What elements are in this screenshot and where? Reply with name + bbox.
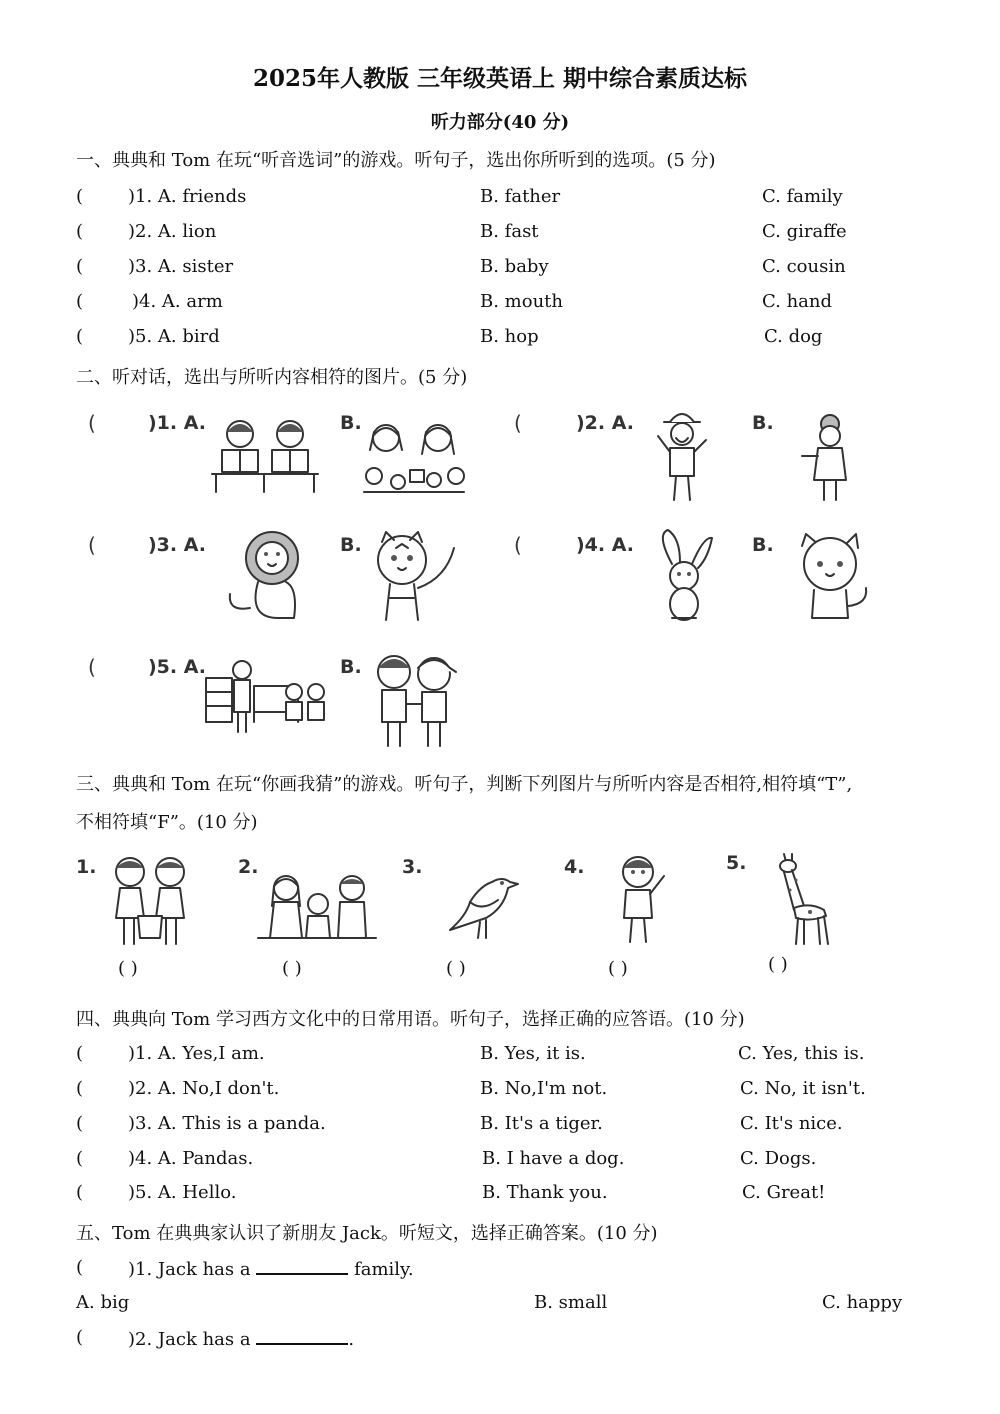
option-c: C. It's nice. [740, 1113, 843, 1134]
section-3-heading-line2: 不相符填“F”。(10 分) [76, 812, 258, 833]
option-b: B. Thank you. [482, 1182, 608, 1203]
option-a: A. big [76, 1292, 130, 1313]
picture-option-b-label: B. [752, 412, 774, 434]
option-b: B. It's a tiger. [480, 1113, 603, 1134]
question-1-text-end: family. [354, 1259, 414, 1280]
children-carrying-basket-image[interactable] [104, 852, 198, 948]
picture-number: 2. [238, 856, 259, 878]
option-c: C. Yes, this is. [738, 1043, 865, 1064]
question-paren[interactable]: ( [76, 291, 84, 312]
option-a: )3. A. sister [128, 256, 234, 277]
answer-paren[interactable]: ( ) [446, 958, 466, 979]
question-paren[interactable]: ( [76, 1257, 84, 1278]
question-paren[interactable]: ( [76, 1327, 84, 1348]
option-b: B. I have a dog. [482, 1148, 625, 1169]
children-reading-image[interactable] [206, 412, 322, 494]
answer-paren[interactable]: ( ) [768, 954, 788, 975]
question-paren[interactable]: ( [76, 1078, 84, 1099]
picture-option-b-label: B. [340, 656, 362, 678]
cat-image[interactable] [790, 532, 872, 622]
option-a: )2. A. lion [128, 221, 217, 242]
question-paren[interactable]: ( [76, 326, 84, 347]
option-a: )4. A. Pandas. [128, 1148, 254, 1169]
option-c: C. No, it isn't. [740, 1078, 866, 1099]
option-b: B. No,I'm not. [480, 1078, 608, 1099]
option-a: )4. A. arm [132, 291, 223, 312]
friends-greeting-image[interactable] [370, 650, 460, 750]
section-1-heading: 一、典典和 Tom 在玩“听音选词”的游戏。听句子，选出你所听到的选项。(5 分) [76, 150, 716, 171]
family-portrait-image[interactable] [256, 872, 378, 944]
picture-question-label: )5. A. [148, 656, 207, 678]
question-2-text-end: . [348, 1329, 355, 1350]
page-title: 2025年人教版 三年级英语上 期中综合素质达标 [252, 65, 748, 92]
answer-paren[interactable]: ( ) [118, 958, 138, 979]
option-c: C. Great! [742, 1182, 826, 1203]
question-paren[interactable]: ( [76, 1113, 84, 1134]
section-4-heading: 四、典典向 Tom 学习西方文化中的日常用语。听句子，选择正确的应答语。(10 分) [76, 1009, 745, 1030]
option-b: B. fast [480, 221, 539, 242]
option-c: C. hand [762, 291, 833, 312]
option-b: B. baby [480, 256, 549, 277]
option-b: B. hop [480, 326, 539, 347]
question-paren[interactable]: ( [88, 533, 96, 557]
option-b: B. small [534, 1292, 608, 1313]
boy-waving-image[interactable] [612, 852, 670, 946]
answer-paren[interactable]: ( ) [608, 958, 628, 979]
option-a: )2. A. No,I don't. [128, 1078, 280, 1099]
question-paren[interactable]: ( [76, 186, 84, 207]
option-a: )3. A. This is a panda. [128, 1113, 326, 1134]
question-paren[interactable]: ( [88, 411, 96, 435]
option-b: B. Yes, it is. [480, 1043, 586, 1064]
picture-question-label: )1. A. [148, 412, 207, 434]
giraffe-image[interactable] [770, 850, 834, 948]
girls-with-toys-image[interactable] [360, 412, 468, 498]
picture-number: 3. [402, 856, 423, 878]
picture-option-b-label: B. [340, 412, 362, 434]
question-2-stem [128, 1327, 354, 1350]
picture-question-label: )4. A. [576, 534, 635, 556]
question-paren[interactable]: ( [514, 533, 522, 557]
grandfather-image[interactable] [652, 406, 712, 504]
picture-option-b-label: B. [340, 534, 362, 556]
answer-paren[interactable]: ( ) [282, 958, 302, 979]
option-a: )5. A. bird [128, 326, 220, 347]
option-c: C. happy [822, 1292, 903, 1313]
option-b: B. mouth [480, 291, 563, 312]
option-b: B. father [480, 186, 561, 207]
option-c: C. giraffe [762, 221, 847, 242]
picture-number: 5. [726, 852, 747, 874]
question-2-text: )2. Jack has a [128, 1329, 251, 1350]
option-a: )1. A. Yes,I am. [128, 1043, 265, 1064]
question-paren[interactable]: ( [76, 1182, 84, 1203]
option-c: C. Dogs. [740, 1148, 817, 1169]
grandmother-image[interactable] [800, 406, 856, 504]
question-paren[interactable]: ( [514, 411, 522, 435]
picture-question-label: )2. A. [576, 412, 635, 434]
answer-blank[interactable] [256, 1257, 348, 1275]
picture-option-b-label: B. [752, 534, 774, 556]
question-1-text: )1. Jack has a [128, 1259, 251, 1280]
question-1-stem [128, 1257, 414, 1280]
picture-number: 1. [76, 856, 97, 878]
option-a: )1. A. friends [128, 186, 247, 207]
picture-question-label: )3. A. [148, 534, 207, 556]
question-paren[interactable]: ( [76, 256, 84, 277]
section-5-heading: 五、Tom 在典典家认识了新朋友 Jack。听短文，选择正确答案。(10 分) [76, 1223, 658, 1244]
rabbit-image[interactable] [652, 528, 716, 624]
question-paren[interactable]: ( [76, 1043, 84, 1064]
answer-blank[interactable] [256, 1327, 348, 1345]
lion-image[interactable] [218, 528, 306, 624]
bird-image[interactable] [440, 872, 520, 942]
option-c: C. cousin [762, 256, 846, 277]
family-living-room-image[interactable] [202, 656, 328, 736]
picture-number: 4. [564, 856, 585, 878]
option-a: )5. A. Hello. [128, 1182, 237, 1203]
section-3-heading-line1: 三、典典和 Tom 在玩“你画我猜”的游戏。听句子，判断下列图片与所听内容是否相符,相符填“T”, [76, 774, 853, 795]
question-paren[interactable]: ( [76, 221, 84, 242]
option-c: C. dog [764, 326, 823, 347]
option-c: C. family [762, 186, 843, 207]
question-paren[interactable]: ( [76, 1148, 84, 1169]
question-paren[interactable]: ( [88, 655, 96, 679]
tiger-image[interactable] [366, 528, 460, 626]
page-subtitle: 听力部分(40 分) [430, 112, 570, 133]
section-2-heading: 二、听对话，选出与所听内容相符的图片。(5 分) [76, 367, 468, 388]
